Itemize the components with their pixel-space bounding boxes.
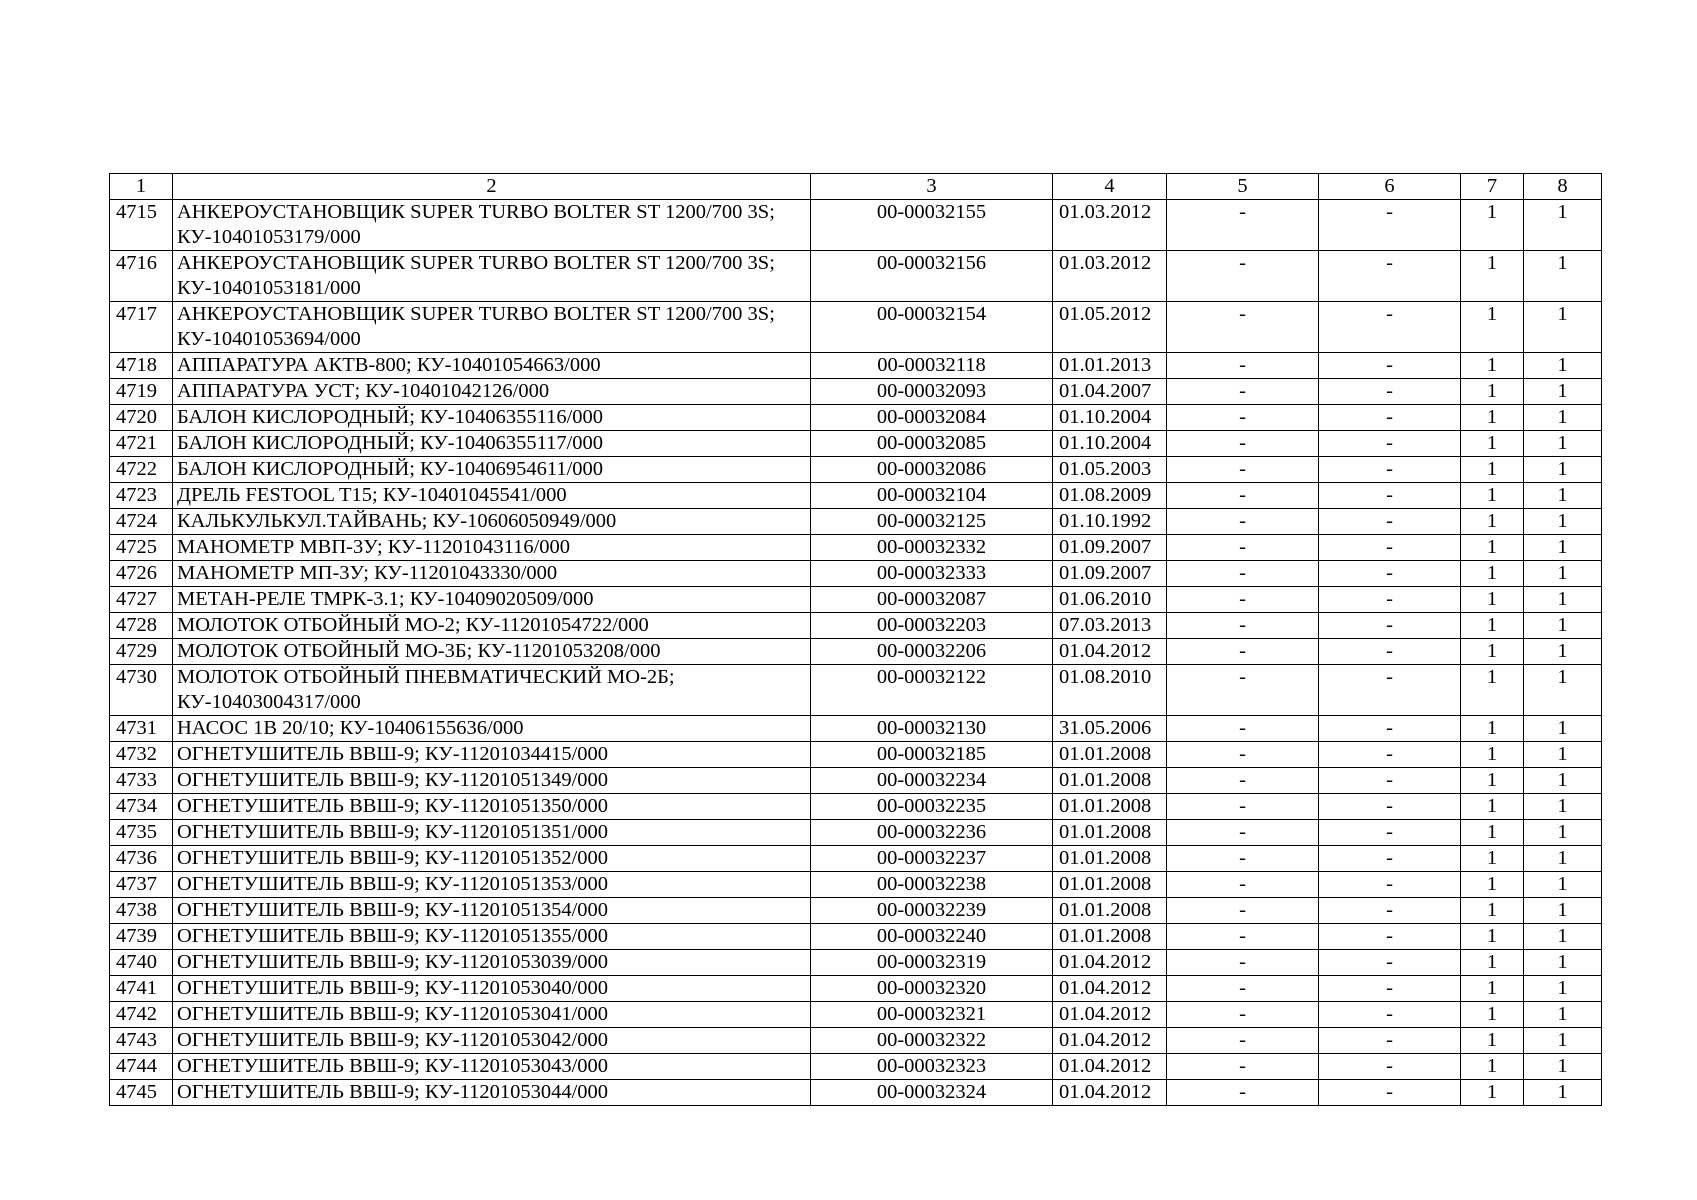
item-name: ДРЕЛЬ FESTOOL T15; КУ-10401045541/000 — [173, 483, 811, 509]
table-row — [110, 1028, 1602, 1054]
column-6-value: - — [1319, 200, 1461, 251]
column-6-value: - — [1319, 405, 1461, 431]
table-row — [110, 924, 1602, 950]
column-5-value: - — [1167, 639, 1319, 665]
column-7-value: 1 — [1461, 200, 1524, 251]
column-6-value: - — [1319, 302, 1461, 353]
inventory-number: 00-00032104 — [811, 483, 1053, 509]
inventory-number: 00-00032122 — [811, 665, 1053, 716]
inventory-number: 00-00032093 — [811, 379, 1053, 405]
column-8-value: 1 — [1524, 535, 1602, 561]
column-8-value: 1 — [1524, 1002, 1602, 1028]
table-row — [110, 950, 1602, 976]
column-8-value: 1 — [1524, 872, 1602, 898]
item-name: ОГНЕТУШИТЕЛЬ ВВШ-9; КУ-11201051353/000 — [173, 872, 811, 898]
inventory-number: 00-00032130 — [811, 716, 1053, 742]
item-name: АППАРАТУРА АКТВ-800; КУ-10401054663/000 — [173, 353, 811, 379]
row-number: 4725 — [110, 535, 173, 561]
column-8-value: 1 — [1524, 200, 1602, 251]
row-number: 4744 — [110, 1054, 173, 1080]
row-number: 4721 — [110, 431, 173, 457]
column-6-value: - — [1319, 639, 1461, 665]
table-row — [110, 976, 1602, 1002]
inventory-number: 00-00032324 — [811, 1080, 1053, 1106]
column-7-value: 1 — [1461, 742, 1524, 768]
column-7-value: 1 — [1461, 561, 1524, 587]
column-6-value: - — [1319, 561, 1461, 587]
column-8-value: 1 — [1524, 613, 1602, 639]
row-number: 4723 — [110, 483, 173, 509]
inventory-number: 00-00032155 — [811, 200, 1053, 251]
table-row — [110, 794, 1602, 820]
column-8-value: 1 — [1524, 976, 1602, 1002]
inventory-number: 00-00032238 — [811, 872, 1053, 898]
table-row — [110, 639, 1602, 665]
date: 01.10.2004 — [1053, 405, 1167, 431]
row-number: 4728 — [110, 613, 173, 639]
column-header-8: 8 — [1524, 174, 1602, 200]
column-7-value: 1 — [1461, 483, 1524, 509]
column-7-value: 1 — [1461, 251, 1524, 302]
date: 01.01.2013 — [1053, 353, 1167, 379]
inventory-number: 00-00032118 — [811, 353, 1053, 379]
item-name: БАЛОН КИСЛОРОДНЫЙ; КУ-10406355116/000 — [173, 405, 811, 431]
column-7-value: 1 — [1461, 1080, 1524, 1106]
item-name: МОЛОТОК ОТБОЙНЫЙ МО-2; КУ-11201054722/000 — [173, 613, 811, 639]
table-row — [110, 716, 1602, 742]
column-5-value: - — [1167, 457, 1319, 483]
date: 01.01.2008 — [1053, 820, 1167, 846]
column-7-value: 1 — [1461, 976, 1524, 1002]
item-name: ОГНЕТУШИТЕЛЬ ВВШ-9; КУ-11201051355/000 — [173, 924, 811, 950]
table-row — [110, 405, 1602, 431]
column-8-value: 1 — [1524, 587, 1602, 613]
item-name: ОГНЕТУШИТЕЛЬ ВВШ-9; КУ-11201051354/000 — [173, 898, 811, 924]
column-6-value: - — [1319, 379, 1461, 405]
date: 07.03.2013 — [1053, 613, 1167, 639]
table-row — [110, 200, 1602, 251]
column-6-value: - — [1319, 872, 1461, 898]
table-row — [110, 820, 1602, 846]
row-number: 4717 — [110, 302, 173, 353]
column-8-value: 1 — [1524, 1028, 1602, 1054]
inventory-number: 00-00032156 — [811, 251, 1053, 302]
column-header-2: 2 — [173, 174, 811, 200]
inventory-number: 00-00032087 — [811, 587, 1053, 613]
column-5-value: - — [1167, 483, 1319, 509]
date: 01.04.2012 — [1053, 1002, 1167, 1028]
table-row — [110, 768, 1602, 794]
row-number: 4720 — [110, 405, 173, 431]
row-number: 4740 — [110, 950, 173, 976]
column-7-value: 1 — [1461, 379, 1524, 405]
inventory-number: 00-00032320 — [811, 976, 1053, 1002]
column-5-value: - — [1167, 431, 1319, 457]
item-name: ОГНЕТУШИТЕЛЬ ВВШ-9; КУ-11201053043/000 — [173, 1054, 811, 1080]
row-number: 4730 — [110, 665, 173, 716]
column-5-value: - — [1167, 950, 1319, 976]
column-header-5: 5 — [1167, 174, 1319, 200]
item-name: МАНОМЕТР МВП-3У; КУ-11201043116/000 — [173, 535, 811, 561]
column-6-value: - — [1319, 794, 1461, 820]
column-8-value: 1 — [1524, 302, 1602, 353]
inventory-number: 00-00032125 — [811, 509, 1053, 535]
date: 01.01.2008 — [1053, 872, 1167, 898]
column-7-value: 1 — [1461, 457, 1524, 483]
row-number: 4742 — [110, 1002, 173, 1028]
date: 01.01.2008 — [1053, 898, 1167, 924]
inventory-table — [109, 173, 1602, 1106]
inventory-number: 00-00032206 — [811, 639, 1053, 665]
column-6-value: - — [1319, 353, 1461, 379]
column-7-value: 1 — [1461, 846, 1524, 872]
column-7-value: 1 — [1461, 924, 1524, 950]
inventory-number: 00-00032322 — [811, 1028, 1053, 1054]
column-8-value: 1 — [1524, 353, 1602, 379]
column-8-value: 1 — [1524, 716, 1602, 742]
inventory-number: 00-00032321 — [811, 1002, 1053, 1028]
inventory-number: 00-00032323 — [811, 1054, 1053, 1080]
column-5-value: - — [1167, 535, 1319, 561]
column-7-value: 1 — [1461, 1054, 1524, 1080]
inventory-number: 00-00032084 — [811, 405, 1053, 431]
column-6-value: - — [1319, 251, 1461, 302]
column-header-3: 3 — [811, 174, 1053, 200]
inventory-number: 00-00032234 — [811, 768, 1053, 794]
column-8-value: 1 — [1524, 251, 1602, 302]
column-6-value: - — [1319, 613, 1461, 639]
column-5-value: - — [1167, 1080, 1319, 1106]
column-6-value: - — [1319, 1054, 1461, 1080]
date: 01.08.2010 — [1053, 665, 1167, 716]
column-5-value: - — [1167, 379, 1319, 405]
column-7-value: 1 — [1461, 872, 1524, 898]
table-row — [110, 665, 1602, 716]
column-5-value: - — [1167, 872, 1319, 898]
table-header-row — [110, 174, 1602, 200]
item-name: ОГНЕТУШИТЕЛЬ ВВШ-9; КУ-11201053044/000 — [173, 1080, 811, 1106]
item-name: ОГНЕТУШИТЕЛЬ ВВШ-9; КУ-11201051349/000 — [173, 768, 811, 794]
table-row — [110, 457, 1602, 483]
row-number: 4737 — [110, 872, 173, 898]
table-row — [110, 483, 1602, 509]
item-name: АППАРАТУРА УСТ; КУ-10401042126/000 — [173, 379, 811, 405]
item-name: ОГНЕТУШИТЕЛЬ ВВШ-9; КУ-11201053039/000 — [173, 950, 811, 976]
column-8-value: 1 — [1524, 950, 1602, 976]
item-name: ОГНЕТУШИТЕЛЬ ВВШ-9; КУ-11201053042/000 — [173, 1028, 811, 1054]
row-number: 4719 — [110, 379, 173, 405]
date: 01.09.2007 — [1053, 561, 1167, 587]
date: 01.04.2012 — [1053, 950, 1167, 976]
column-6-value: - — [1319, 457, 1461, 483]
column-8-value: 1 — [1524, 794, 1602, 820]
item-name: АНКЕРОУСТАНОВЩИК SUPER TURBO BOLTER ST 1200/700 3S; КУ-10401053694/000 — [173, 302, 811, 353]
item-name: БАЛОН КИСЛОРОДНЫЙ; КУ-10406954611/000 — [173, 457, 811, 483]
table-row — [110, 1002, 1602, 1028]
row-number: 4726 — [110, 561, 173, 587]
column-8-value: 1 — [1524, 431, 1602, 457]
column-7-value: 1 — [1461, 431, 1524, 457]
table-row — [110, 535, 1602, 561]
date: 01.04.2012 — [1053, 1080, 1167, 1106]
date: 01.04.2012 — [1053, 1028, 1167, 1054]
inventory-number: 00-00032319 — [811, 950, 1053, 976]
column-6-value: - — [1319, 820, 1461, 846]
inventory-number: 00-00032239 — [811, 898, 1053, 924]
column-8-value: 1 — [1524, 1054, 1602, 1080]
row-number: 4727 — [110, 587, 173, 613]
date: 01.01.2008 — [1053, 924, 1167, 950]
column-6-value: - — [1319, 509, 1461, 535]
row-number: 4733 — [110, 768, 173, 794]
column-6-value: - — [1319, 587, 1461, 613]
item-name: МЕТАН-РЕЛЕ ТМРК-3.1; КУ-10409020509/000 — [173, 587, 811, 613]
column-6-value: - — [1319, 924, 1461, 950]
column-6-value: - — [1319, 431, 1461, 457]
column-6-value: - — [1319, 976, 1461, 1002]
column-6-value: - — [1319, 846, 1461, 872]
date: 01.05.2012 — [1053, 302, 1167, 353]
column-8-value: 1 — [1524, 665, 1602, 716]
column-8-value: 1 — [1524, 846, 1602, 872]
table-row — [110, 379, 1602, 405]
column-8-value: 1 — [1524, 768, 1602, 794]
date: 01.01.2008 — [1053, 742, 1167, 768]
table-row — [110, 1054, 1602, 1080]
column-8-value: 1 — [1524, 405, 1602, 431]
date: 01.04.2012 — [1053, 1054, 1167, 1080]
column-5-value: - — [1167, 200, 1319, 251]
table-row — [110, 613, 1602, 639]
column-header-7: 7 — [1461, 174, 1524, 200]
column-6-value: - — [1319, 1080, 1461, 1106]
date: 31.05.2006 — [1053, 716, 1167, 742]
item-name: АНКЕРОУСТАНОВЩИК SUPER TURBO BOLTER ST 1200/700 3S; КУ-10401053179/000 — [173, 200, 811, 251]
item-name: МАНОМЕТР МП-3У; КУ-11201043330/000 — [173, 561, 811, 587]
column-5-value: - — [1167, 561, 1319, 587]
column-8-value: 1 — [1524, 742, 1602, 768]
item-name: МОЛОТОК ОТБОЙНЫЙ ПНЕВМАТИЧЕСКИЙ МО-2Б; КУ-10403004317/000 — [173, 665, 811, 716]
column-header-4: 4 — [1053, 174, 1167, 200]
row-number: 4722 — [110, 457, 173, 483]
column-7-value: 1 — [1461, 353, 1524, 379]
item-name: ОГНЕТУШИТЕЛЬ ВВШ-9; КУ-11201053040/000 — [173, 976, 811, 1002]
item-name: ОГНЕТУШИТЕЛЬ ВВШ-9; КУ-11201051351/000 — [173, 820, 811, 846]
item-name: КАЛЬКУЛЬКУЛ.ТАЙВАНЬ; КУ-10606050949/000 — [173, 509, 811, 535]
table-row — [110, 742, 1602, 768]
table-body — [110, 200, 1602, 1106]
item-name: ОГНЕТУШИТЕЛЬ ВВШ-9; КУ-11201053041/000 — [173, 1002, 811, 1028]
column-8-value: 1 — [1524, 483, 1602, 509]
inventory-number: 00-00032240 — [811, 924, 1053, 950]
column-5-value: - — [1167, 1054, 1319, 1080]
column-5-value: - — [1167, 976, 1319, 1002]
column-8-value: 1 — [1524, 924, 1602, 950]
date: 01.09.2007 — [1053, 535, 1167, 561]
column-5-value: - — [1167, 353, 1319, 379]
item-name: МОЛОТОК ОТБОЙНЫЙ МО-3Б; КУ-11201053208/000 — [173, 639, 811, 665]
row-number: 4729 — [110, 639, 173, 665]
row-number: 4715 — [110, 200, 173, 251]
item-name: АНКЕРОУСТАНОВЩИК SUPER TURBO BOLTER ST 1200/700 3S; КУ-10401053181/000 — [173, 251, 811, 302]
table-row — [110, 898, 1602, 924]
column-5-value: - — [1167, 716, 1319, 742]
column-7-value: 1 — [1461, 405, 1524, 431]
column-header-1: 1 — [110, 174, 173, 200]
column-8-value: 1 — [1524, 1080, 1602, 1106]
column-5-value: - — [1167, 846, 1319, 872]
column-7-value: 1 — [1461, 950, 1524, 976]
column-7-value: 1 — [1461, 716, 1524, 742]
item-name: НАСОС 1В 20/10; КУ-10406155636/000 — [173, 716, 811, 742]
column-8-value: 1 — [1524, 509, 1602, 535]
column-7-value: 1 — [1461, 820, 1524, 846]
column-7-value: 1 — [1461, 665, 1524, 716]
column-6-value: - — [1319, 950, 1461, 976]
table-row — [110, 431, 1602, 457]
date: 01.10.1992 — [1053, 509, 1167, 535]
column-5-value: - — [1167, 1002, 1319, 1028]
column-7-value: 1 — [1461, 587, 1524, 613]
column-5-value: - — [1167, 742, 1319, 768]
inventory-number: 00-00032235 — [811, 794, 1053, 820]
column-5-value: - — [1167, 251, 1319, 302]
row-number: 4739 — [110, 924, 173, 950]
column-5-value: - — [1167, 820, 1319, 846]
item-name: БАЛОН КИСЛОРОДНЫЙ; КУ-10406355117/000 — [173, 431, 811, 457]
column-5-value: - — [1167, 302, 1319, 353]
column-7-value: 1 — [1461, 509, 1524, 535]
date: 01.10.2004 — [1053, 431, 1167, 457]
column-6-value: - — [1319, 665, 1461, 716]
inventory-number: 00-00032236 — [811, 820, 1053, 846]
date: 01.08.2009 — [1053, 483, 1167, 509]
inventory-number: 00-00032086 — [811, 457, 1053, 483]
table-row — [110, 302, 1602, 353]
column-5-value: - — [1167, 768, 1319, 794]
date: 01.04.2007 — [1053, 379, 1167, 405]
column-7-value: 1 — [1461, 768, 1524, 794]
item-name: ОГНЕТУШИТЕЛЬ ВВШ-9; КУ-11201034415/000 — [173, 742, 811, 768]
column-7-value: 1 — [1461, 1002, 1524, 1028]
row-number: 4718 — [110, 353, 173, 379]
table-row — [110, 872, 1602, 898]
date: 01.01.2008 — [1053, 768, 1167, 794]
column-5-value: - — [1167, 898, 1319, 924]
row-number: 4724 — [110, 509, 173, 535]
column-5-value: - — [1167, 1028, 1319, 1054]
column-8-value: 1 — [1524, 820, 1602, 846]
column-5-value: - — [1167, 613, 1319, 639]
column-7-value: 1 — [1461, 302, 1524, 353]
row-number: 4741 — [110, 976, 173, 1002]
row-number: 4732 — [110, 742, 173, 768]
column-8-value: 1 — [1524, 561, 1602, 587]
column-5-value: - — [1167, 794, 1319, 820]
column-7-value: 1 — [1461, 535, 1524, 561]
date: 01.01.2008 — [1053, 846, 1167, 872]
column-6-value: - — [1319, 483, 1461, 509]
date: 01.01.2008 — [1053, 794, 1167, 820]
item-name: ОГНЕТУШИТЕЛЬ ВВШ-9; КУ-11201051350/000 — [173, 794, 811, 820]
column-6-value: - — [1319, 1028, 1461, 1054]
column-5-value: - — [1167, 509, 1319, 535]
column-7-value: 1 — [1461, 898, 1524, 924]
column-6-value: - — [1319, 898, 1461, 924]
column-8-value: 1 — [1524, 639, 1602, 665]
table-row — [110, 587, 1602, 613]
table-row — [110, 353, 1602, 379]
column-7-value: 1 — [1461, 613, 1524, 639]
date: 01.06.2010 — [1053, 587, 1167, 613]
inventory-number: 00-00032332 — [811, 535, 1053, 561]
column-6-value: - — [1319, 742, 1461, 768]
inventory-number: 00-00032085 — [811, 431, 1053, 457]
row-number: 4736 — [110, 846, 173, 872]
column-5-value: - — [1167, 405, 1319, 431]
row-number: 4735 — [110, 820, 173, 846]
inventory-number: 00-00032333 — [811, 561, 1053, 587]
table-row — [110, 561, 1602, 587]
date: 01.03.2012 — [1053, 251, 1167, 302]
column-7-value: 1 — [1461, 1028, 1524, 1054]
row-number: 4738 — [110, 898, 173, 924]
inventory-number: 00-00032203 — [811, 613, 1053, 639]
row-number: 4716 — [110, 251, 173, 302]
column-5-value: - — [1167, 665, 1319, 716]
date: 01.03.2012 — [1053, 200, 1167, 251]
table-row — [110, 846, 1602, 872]
column-5-value: - — [1167, 587, 1319, 613]
inventory-number: 00-00032237 — [811, 846, 1053, 872]
column-5-value: - — [1167, 924, 1319, 950]
item-name: ОГНЕТУШИТЕЛЬ ВВШ-9; КУ-11201051352/000 — [173, 846, 811, 872]
column-6-value: - — [1319, 768, 1461, 794]
date: 01.04.2012 — [1053, 976, 1167, 1002]
inventory-number: 00-00032154 — [811, 302, 1053, 353]
row-number: 4745 — [110, 1080, 173, 1106]
table-row — [110, 509, 1602, 535]
column-7-value: 1 — [1461, 639, 1524, 665]
column-8-value: 1 — [1524, 379, 1602, 405]
date: 01.04.2012 — [1053, 639, 1167, 665]
column-6-value: - — [1319, 716, 1461, 742]
date: 01.05.2003 — [1053, 457, 1167, 483]
table-row — [110, 1080, 1602, 1106]
row-number: 4731 — [110, 716, 173, 742]
column-6-value: - — [1319, 1002, 1461, 1028]
column-8-value: 1 — [1524, 457, 1602, 483]
column-6-value: - — [1319, 535, 1461, 561]
table-row — [110, 251, 1602, 302]
row-number: 4734 — [110, 794, 173, 820]
column-7-value: 1 — [1461, 794, 1524, 820]
column-8-value: 1 — [1524, 898, 1602, 924]
column-header-6: 6 — [1319, 174, 1461, 200]
inventory-number: 00-00032185 — [811, 742, 1053, 768]
row-number: 4743 — [110, 1028, 173, 1054]
